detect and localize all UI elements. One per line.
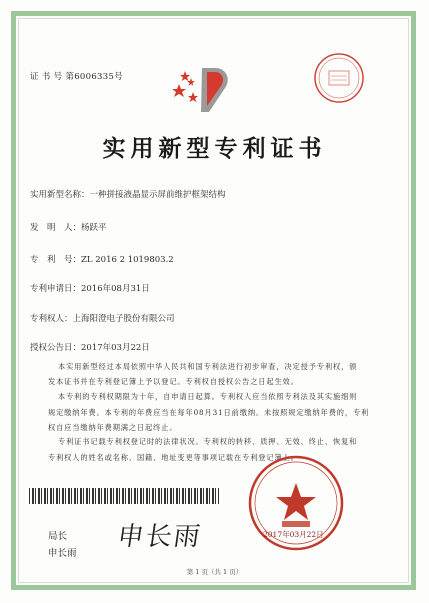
director-signature (115, 516, 204, 553)
field-value: 一种拼接液晶显示屏前维护框架结构 (89, 190, 226, 200)
body-paragraph-line: 本实用新型经过本局依照中华人民共和国专利法进行初步审查，决定授予专利权，颁 (58, 362, 358, 371)
field-value: 上海阳澄电子股份有限公司 (72, 314, 175, 324)
field-label: 实用新型名称： (30, 190, 90, 200)
top-right-seal-icon (312, 51, 366, 105)
seal-date: 2017年03月22日 (263, 530, 324, 539)
official-title-director: 局长 (48, 531, 68, 542)
certificate-title: 实用新型专利证书 (102, 135, 327, 162)
field-label: 授权公告日： (30, 343, 82, 353)
field-value: ZL 2016 2 1019803.2 (81, 255, 174, 265)
signature-text: 申长雨 (115, 522, 204, 552)
patent-office-emblem-icon (167, 62, 247, 118)
body-paragraph-line: 权自应当缴纳年费期满之日起终止。 (48, 423, 178, 432)
page-footer: 第 1 页（共 1 页） (186, 568, 243, 576)
field-patent-number (30, 253, 174, 265)
field-value: 2016年08月31日 (81, 284, 150, 294)
body-paragraph-line: 专利权人的姓名或名称、国籍、地址变更等事项记载在专利登记簿上。 (48, 453, 299, 462)
body-paragraph-line: 发本证书并在专利登记簿上予以登记。专利权自授权公告之日起生效。 (48, 377, 299, 386)
field-label: 专利申请日： (30, 284, 82, 294)
field-utility-model-name (30, 188, 226, 200)
field-label: 发 明 人： (30, 223, 82, 233)
field-grant-date (30, 341, 150, 353)
certificate-number: 证 书 号 第6006335号 (30, 72, 123, 82)
field-filing-date (30, 282, 150, 294)
official-name: 申长雨 (48, 548, 77, 559)
field-inventor (30, 221, 107, 233)
field-label: 专 利 号： (30, 255, 82, 265)
body-paragraph-line: 规定缴纳年费。本专利的年费应当在每年08月31日前缴纳。未按照规定缴纳年费的，专利 (48, 408, 370, 417)
field-value: 杨跃平 (81, 223, 107, 233)
body-paragraph-line: 本专利的专利权期限为十年，自申请日起算。专利权人应当依照专利法及其实施细则 (58, 392, 358, 401)
field-patent-holder (30, 312, 175, 324)
field-value: 2017年03月22日 (81, 343, 150, 353)
field-label: 专利权人： (30, 314, 73, 324)
barcode (29, 488, 219, 504)
body-paragraph-line: 专利证书记载专利权登记时的法律状况。专利权的转移、质押、无效、终止、恢复和 (58, 437, 358, 446)
